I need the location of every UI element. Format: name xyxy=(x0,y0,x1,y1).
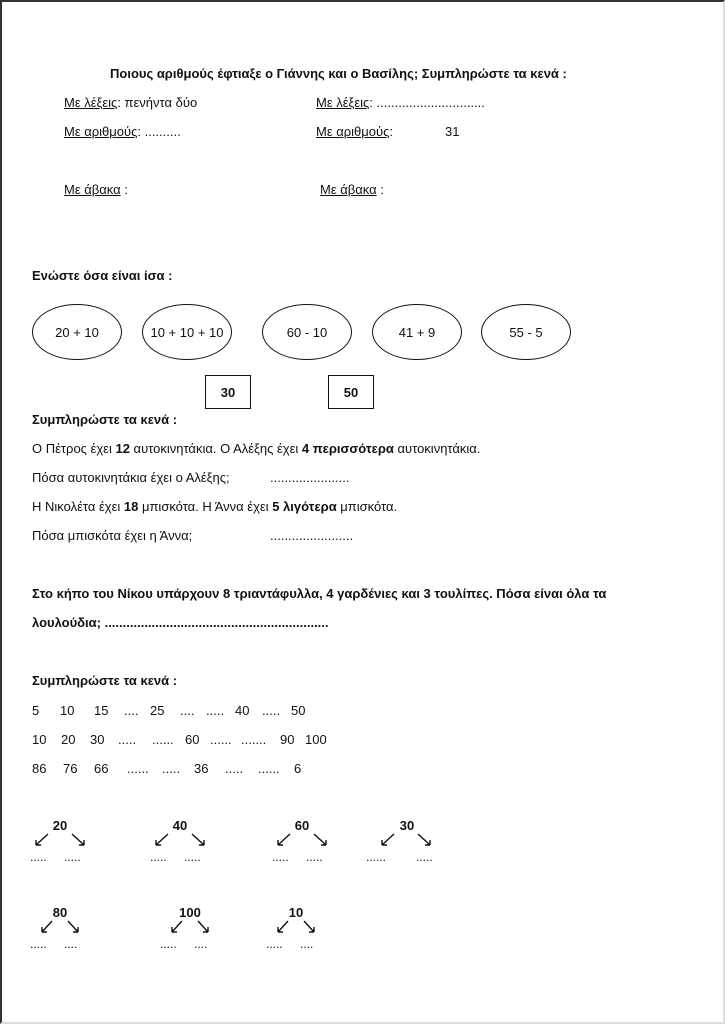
question1: Πόσα αυτοκινητάκια έχει ο Αλέξης; xyxy=(32,470,230,485)
right-words-value: : .............................. xyxy=(369,95,485,110)
sequence-item: 10 xyxy=(32,732,47,747)
left-abacus-line xyxy=(64,182,128,198)
split-arrows-icon xyxy=(266,919,326,937)
tree-number: 10 xyxy=(288,905,304,920)
left-numbers-line xyxy=(64,124,181,140)
problem2-part: μπισκότα. Η Άννα έχει xyxy=(138,499,273,514)
tree-blank-left: ..... xyxy=(160,937,177,951)
tree-blank-right: .... xyxy=(300,937,314,951)
sequence-item: 60 xyxy=(185,732,200,747)
right-abacus-value: : xyxy=(380,182,384,197)
sequence-item: 6 xyxy=(294,761,302,776)
sequence-item: ...... xyxy=(152,732,174,747)
problem1-part: Ο Πέτρος έχει xyxy=(32,441,116,456)
problem2-bold: 5 λιγότερα xyxy=(272,499,337,514)
answer-box: 50 xyxy=(328,375,374,409)
sequence-item: .... xyxy=(124,703,139,718)
right-abacus-label: Με άβακα xyxy=(320,182,377,197)
tree-blank-left: ..... xyxy=(30,937,47,951)
tree-blank-right: ..... xyxy=(306,850,323,864)
sequence-item: ....... xyxy=(241,732,267,747)
sequence-item: ...... xyxy=(210,732,232,747)
left-words-line xyxy=(64,95,197,111)
sequence-item: 66 xyxy=(94,761,109,776)
section2-title: Ενώστε όσα είναι ίσα : xyxy=(32,268,173,283)
tree-blank-left: ..... xyxy=(272,850,289,864)
tree-number: 30 xyxy=(399,818,415,833)
tree-blank-left: ...... xyxy=(366,850,387,864)
right-words-line xyxy=(316,95,485,111)
problem2-text xyxy=(32,499,397,515)
split-arrows-icon xyxy=(30,832,90,850)
tree-blank-right: .... xyxy=(194,937,208,951)
tree-blank-left: ..... xyxy=(266,937,283,951)
flowers-problem-line2: λουλούδια; .............................................................. xyxy=(32,615,329,630)
sequence-item: ...... xyxy=(127,761,149,776)
number-tree xyxy=(30,905,90,951)
left-abacus-value: : xyxy=(124,182,128,197)
problem2-part: μπισκότα. xyxy=(336,499,398,514)
sequence-item: 90 xyxy=(280,732,295,747)
right-numbers-label: Με αριθμούς xyxy=(316,124,390,139)
sequence-item: 100 xyxy=(305,732,327,747)
sequence-item: 20 xyxy=(61,732,76,747)
section1-title: Ποιους αριθμούς έφτιαξε ο Γιάννης και ο Βασίλης; Συμπληρώστε τα κενά : xyxy=(110,66,567,81)
tree-number: 80 xyxy=(52,905,68,920)
oval-expression: 55 - 5 xyxy=(481,304,571,360)
number-tree xyxy=(30,818,90,864)
flowers-problem-line1: Στο κήπο του Νίκου υπάρχουν 8 τριαντάφυλλα, 4 γαρδένιες και 3 τουλίπες. Πόσα είναι όλα τα xyxy=(32,586,607,601)
number-tree xyxy=(366,818,440,864)
tree-number: 20 xyxy=(52,818,68,833)
sequence-item: ...... xyxy=(258,761,280,776)
tree-blank-right: ..... xyxy=(184,850,201,864)
right-abacus-line xyxy=(320,182,384,198)
split-arrows-icon xyxy=(30,919,90,937)
left-abacus-label: Με άβακα xyxy=(64,182,121,197)
oval-expression: 20 + 10 xyxy=(32,304,122,360)
problem1-bold: 4 περισσότερα xyxy=(301,441,394,456)
question2: Πόσα μπισκότα έχει η Άννα; xyxy=(32,528,193,543)
question1-blank: ...................... xyxy=(270,470,350,485)
number-tree xyxy=(272,818,332,864)
tree-blank-right: ..... xyxy=(416,850,433,864)
tree-blank-left: ..... xyxy=(150,850,167,864)
sequence-item: 25 xyxy=(150,703,165,718)
sequence-item: ..... xyxy=(206,703,225,718)
left-words-value: : πενήντα δύο xyxy=(117,95,198,110)
sequence-item: 15 xyxy=(94,703,109,718)
right-numbers-value: : xyxy=(389,124,393,139)
problem1-part: αυτοκινητάκια. Ο Αλέξης έχει xyxy=(129,441,302,456)
problem1-part: αυτοκινητάκια. xyxy=(393,441,481,456)
sequence-item: ..... xyxy=(162,761,181,776)
sequence-item: 10 xyxy=(60,703,75,718)
tree-number: 40 xyxy=(172,818,188,833)
sequence-item: ..... xyxy=(118,732,137,747)
tree-blank-right: ..... xyxy=(64,850,81,864)
right-words-label: Με λέξεις xyxy=(316,95,370,110)
sequence-item: 86 xyxy=(32,761,47,776)
problem2-bold: 18 xyxy=(123,499,139,514)
sequence-item: ..... xyxy=(262,703,281,718)
sequence-item: 40 xyxy=(235,703,250,718)
oval-expression: 41 + 9 xyxy=(372,304,462,360)
sequence-item: 76 xyxy=(63,761,78,776)
right-numbers-line xyxy=(316,124,393,140)
split-arrows-icon xyxy=(374,832,440,850)
split-arrows-icon xyxy=(160,919,220,937)
section3-title: Συμπληρώστε τα κενά : xyxy=(32,412,178,427)
split-arrows-icon xyxy=(150,832,210,850)
oval-expression: 60 - 10 xyxy=(262,304,352,360)
problem1-text xyxy=(32,441,480,457)
number-tree xyxy=(266,905,326,951)
sequence-item: .... xyxy=(180,703,195,718)
tree-blank-right: .... xyxy=(64,937,78,951)
problem2-part: Η Νικολέτα έχει xyxy=(32,499,124,514)
sequence-item: ..... xyxy=(225,761,244,776)
tree-number: 100 xyxy=(179,905,201,920)
tree-number: 60 xyxy=(294,818,310,833)
right-numbers-number: 31 xyxy=(445,124,460,139)
sequence-item: 50 xyxy=(291,703,306,718)
left-words-label: Με λέξεις xyxy=(64,95,118,110)
answer-box: 30 xyxy=(205,375,251,409)
tree-blank-left: ..... xyxy=(30,850,47,864)
sequence-item: 30 xyxy=(90,732,105,747)
left-numbers-label: Με αριθμούς xyxy=(64,124,138,139)
sequence-item: 36 xyxy=(194,761,209,776)
split-arrows-icon xyxy=(272,832,332,850)
section5-title: Συμπληρώστε τα κενά : xyxy=(32,673,178,688)
number-tree xyxy=(150,818,210,864)
oval-expression: 10 + 10 + 10 xyxy=(142,304,232,360)
question2-blank: ....................... xyxy=(270,528,354,543)
sequence-item: 5 xyxy=(32,703,40,718)
number-tree xyxy=(160,905,220,951)
left-numbers-value: : .......... xyxy=(137,124,181,139)
problem1-bold: 12 xyxy=(115,441,130,456)
